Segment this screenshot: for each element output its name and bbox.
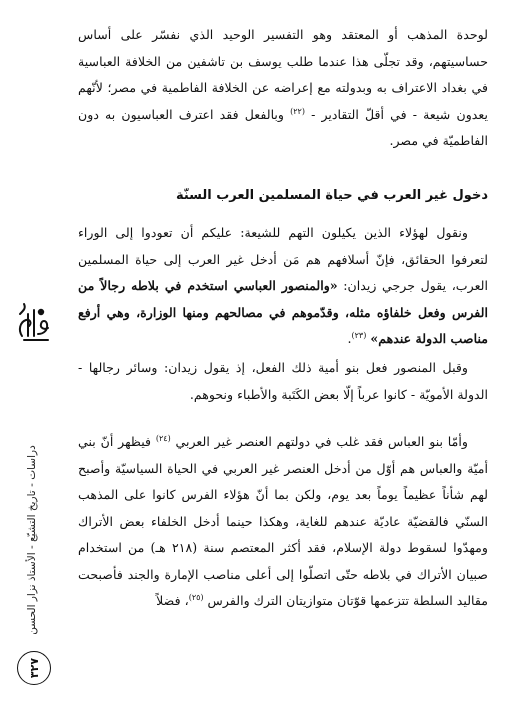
footnote-marker-22[interactable]: (٢٢)	[290, 106, 305, 116]
side-caption: دراسات - تاريخ التشيّع - الأستاذ نزار الحسن	[26, 445, 38, 635]
paragraph-4-lead: وأمّا بنو العباس فقد غلب في دولتهم العنصر غير العربي	[175, 434, 468, 449]
paragraph-2	[78, 220, 488, 353]
paragraph-4-tail: ، فضلاً	[156, 593, 189, 608]
paragraph-1	[78, 22, 488, 155]
zaidan-quote: «والمنصور العباسي استخدم في بلاطه رجالاً من الفرس وفعل خلفاؤه مثله، وقدّموهم في مصالحهم ومنها الوزارة، وهي أرفع مناصب الدولة عندهم»	[78, 278, 488, 346]
paragraph-3-text: وقبل المنصور فعل بنو أمية ذلك الفعل، إذ يقول زيدان: وسائر رجالها - الدولة الأمويّة - كانوا عرباً إلّا بعض الكَتَبة والأطباء ونحوهم.	[78, 360, 488, 402]
footnote-marker-24[interactable]: (٢٤)	[155, 433, 171, 443]
paragraph-1-tail: وبالفعل فقد اعترف العباسيون به دون الفاطميّة في مصر.	[78, 106, 488, 148]
page-number-badge: ٣٢٧	[17, 651, 51, 685]
paragraph-4	[78, 429, 488, 615]
footnote-marker-23[interactable]: (٢٣)	[351, 330, 367, 340]
side-rail	[0, 0, 70, 706]
paragraph-4-body: فيظهر أنّ بني أميّة والعباس هم أوّل من أدخل العنصر غير العربي في الحياة السياسيّة وأصبح لهم شأناً عظيماً يوماً بعد يوم، ولكن بما أنّ هؤلاء الفرس كانوا على المذهب السنّي فالقضيّة عاديّة عندهم للغاية، وهكذا حينما أدخل الخلفاء بعض الأتراك ومهدّوا لسقوط دولة الإسلام، فقد أكثر المعتصم سنة (٢١٨ هـ) من استخدام صبيان الأتراك في بلاطه حتّى اتصلّوا إلى أعلى مناصب الإمارة والجند فأصبحت مقاليد السلطة تتزعمها قوّتان متوازيتان الترك والفرس	[78, 434, 488, 608]
paragraph-2-intro: ونقول لهؤلاء الذين يكيلون التهم للشيعة: عليكم أن تعودوا إلى الوراء لتعرفوا الحقائق، فإنّ أسلافهم هم مَن أدخل غير العرب إلى حياة المسلمين العرب، يقول جرجي زيدان:	[78, 225, 489, 293]
section-heading: دخول غير العرب في حياة المسلمين العرب السنّة	[175, 188, 488, 203]
paragraph-1-text: لوحدة المذهب أو المعتقد وهو التفسير الوحيد الذي نفسّر على أساس حساسيتهم، وقد تجلّى هذا عندما طلب يوسف بن تاشفين من الخلافة العباسية في بغداد الاعتراف به وبدولته مع إعراضه عن الخلافة الفاطمية في مصر؛ لأنّهم يعدون شيعة - في أقلّ التقادير -	[78, 27, 488, 122]
footnote-marker-25[interactable]: (٢٥)	[188, 592, 204, 602]
paragraph-2-end: .	[347, 331, 352, 346]
calligraphic-emblem-icon	[14, 300, 54, 344]
paragraph-3	[78, 355, 488, 408]
